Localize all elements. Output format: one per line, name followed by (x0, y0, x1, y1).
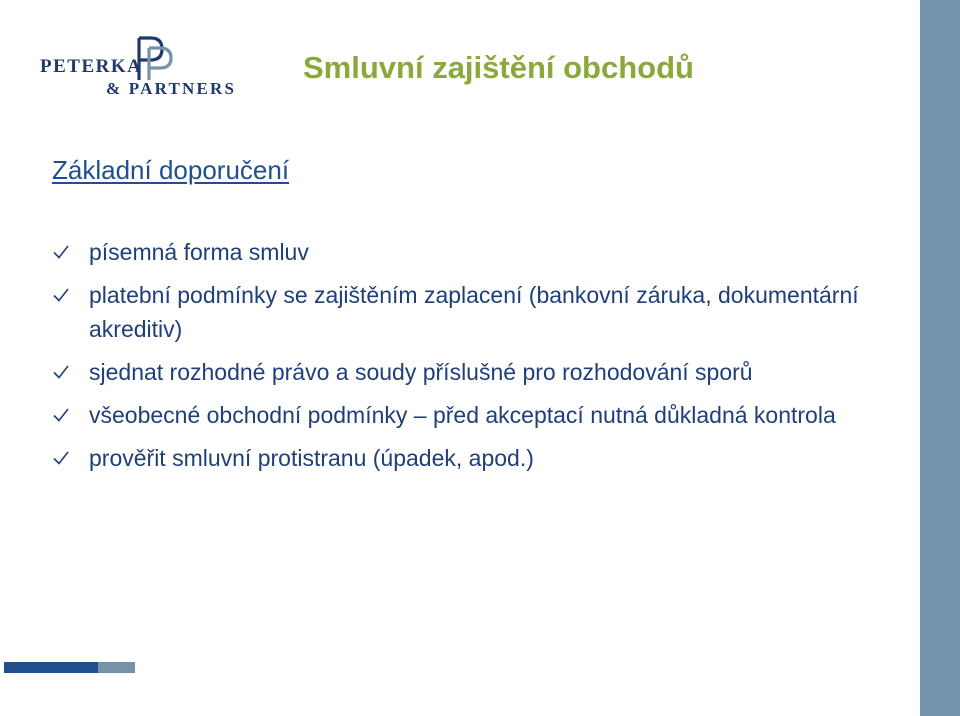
bullet-text: platební podmínky se zajištěním zaplacení (bankovní záruka, dokumentární akreditiv) (89, 282, 859, 342)
checkmark-icon (52, 243, 70, 261)
bullet-text: prověřit smluvní protistranu (úpadek, apod.) (89, 445, 534, 471)
checkmark-icon (52, 449, 70, 467)
slide-title: Smluvní zajištění obchodů (303, 50, 694, 85)
bullet-list (52, 235, 882, 475)
footer-bar-dark (4, 662, 98, 673)
peterka-partners-logo (40, 36, 270, 102)
pp-monogram-icon (135, 36, 175, 80)
logo-text-partners: & PARTNERS (106, 79, 237, 98)
bullet-item (52, 278, 882, 346)
checkmark-icon (52, 363, 70, 381)
logo-text-peterka: PETERKA (40, 56, 143, 77)
footer-bar-light (98, 662, 135, 673)
bullet-item (52, 441, 882, 475)
right-decorative-bar (920, 0, 960, 716)
bullet-text: sjednat rozhodné právo a soudy příslušné pro rozhodování sporů (89, 359, 753, 385)
bullet-item (52, 355, 882, 389)
slide-subtitle: Základní doporučení (52, 155, 290, 185)
bullet-text: všeobecné obchodní podmínky – před akceptací nutná důkladná kontrola (89, 402, 836, 428)
bullet-item (52, 235, 882, 269)
checkmark-icon (52, 406, 70, 424)
bullet-item (52, 398, 882, 432)
bullet-text: písemná forma smluv (89, 239, 309, 265)
checkmark-icon (52, 286, 70, 304)
